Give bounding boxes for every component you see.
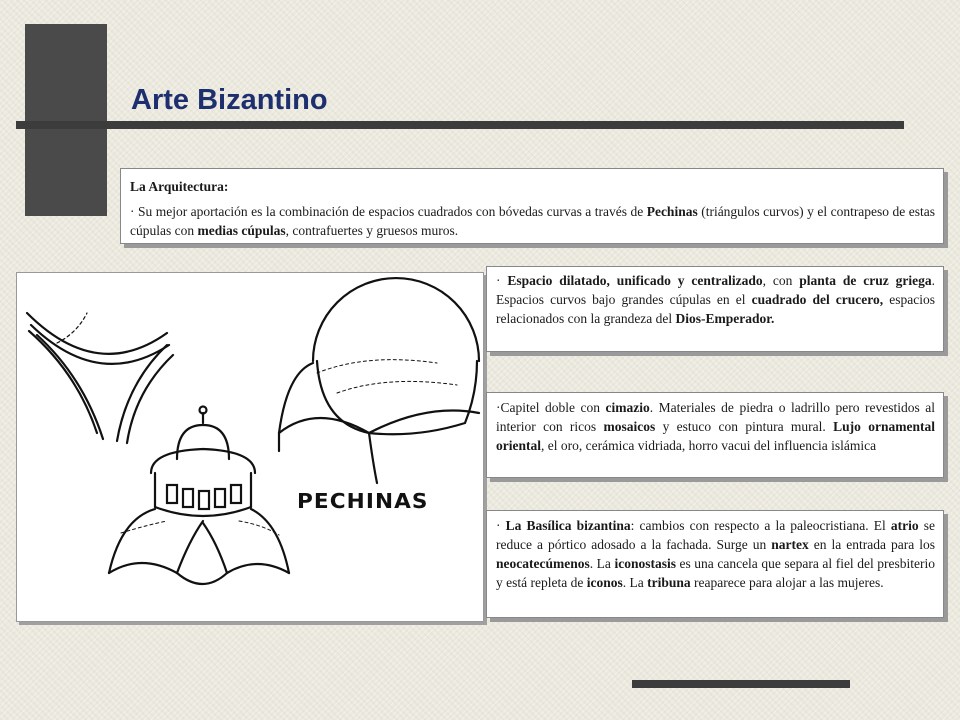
text-run: en la entrada para los: [808, 537, 935, 552]
bold-term: planta de cruz griega: [799, 273, 932, 288]
arquitectura-paragraph: [130, 202, 935, 240]
text-run: · Su mejor aportación es la combinación de espacios cuadrados con bóvedas curvas a través de: [130, 204, 647, 219]
bold-term: iconos: [586, 575, 623, 590]
pechinas-label: PECHINAS: [297, 489, 429, 513]
bold-term: mosaicos: [603, 419, 656, 434]
espacio-textbox: [486, 266, 944, 352]
bold-term: Dios-Emperador.: [675, 311, 775, 326]
basilica-textbox: [486, 510, 944, 618]
capitel-textbox: [486, 392, 944, 478]
bold-term: cimazio: [605, 400, 650, 415]
bold-term: neocatecúmenos: [496, 556, 590, 571]
text-run: es una cancela que separa al fiel del presbiterio y está repleta de: [496, 556, 935, 590]
bold-term: medias cúpulas: [197, 223, 286, 238]
bold-term: iconostasis: [614, 556, 676, 571]
bold-term: tribuna: [647, 575, 691, 590]
text-run: ·: [496, 518, 506, 533]
text-run: , con: [762, 273, 800, 288]
text-run: reaparece para alojar a las mujeres.: [690, 575, 884, 590]
text-run: . La: [589, 556, 615, 571]
text-run: , contrafuertes y gruesos muros.: [285, 223, 459, 238]
text-run: . Materiales de piedra o ladrillo pero revestidos al interior con ricos: [496, 400, 935, 434]
arquitectura-heading: La Arquitectura:: [130, 179, 229, 194]
bold-term: atrio: [890, 518, 919, 533]
title-underline-bar: [16, 121, 904, 129]
text-run: se reduce a pórtico adosado a la fachada. Surge un: [496, 518, 935, 552]
text-run: . La: [622, 575, 648, 590]
page-title: Arte Bizantino: [131, 84, 328, 116]
bold-term: Espacio dilatado, unificado y centralizado: [507, 273, 763, 288]
bold-term: nartex: [771, 537, 809, 552]
bold-term: cuadrado del crucero,: [751, 292, 884, 307]
pechinas-drawing-icon: [17, 273, 483, 621]
text-run: . Espacios curvos bajo grandes cúpulas en el: [496, 273, 935, 307]
text-run: ·Capitel doble con: [496, 400, 606, 415]
pechinas-illustration: [16, 272, 484, 622]
bold-term: La Basílica bizantina: [505, 518, 631, 533]
bold-term: Lujo ornamental oriental: [496, 419, 935, 453]
text-run: : cambios con respecto a la paleocristiana. El: [630, 518, 891, 533]
text-run: espacios relacionados con la grandeza del: [496, 292, 936, 326]
text-run: (triángulos curvos) y el contrapeso de estas cúpulas con: [130, 204, 935, 238]
text-run: ·: [496, 273, 508, 288]
footer-decorative-bar: [632, 680, 850, 688]
text-run: y estuco con pintura mural.: [655, 419, 834, 434]
text-run: , el oro, cerámica vidriada, horro vacui del influencia islámica: [541, 438, 877, 453]
decorative-accent-block: [25, 24, 107, 216]
bold-term: Pechinas: [646, 204, 698, 219]
arquitectura-textbox: [120, 168, 944, 244]
